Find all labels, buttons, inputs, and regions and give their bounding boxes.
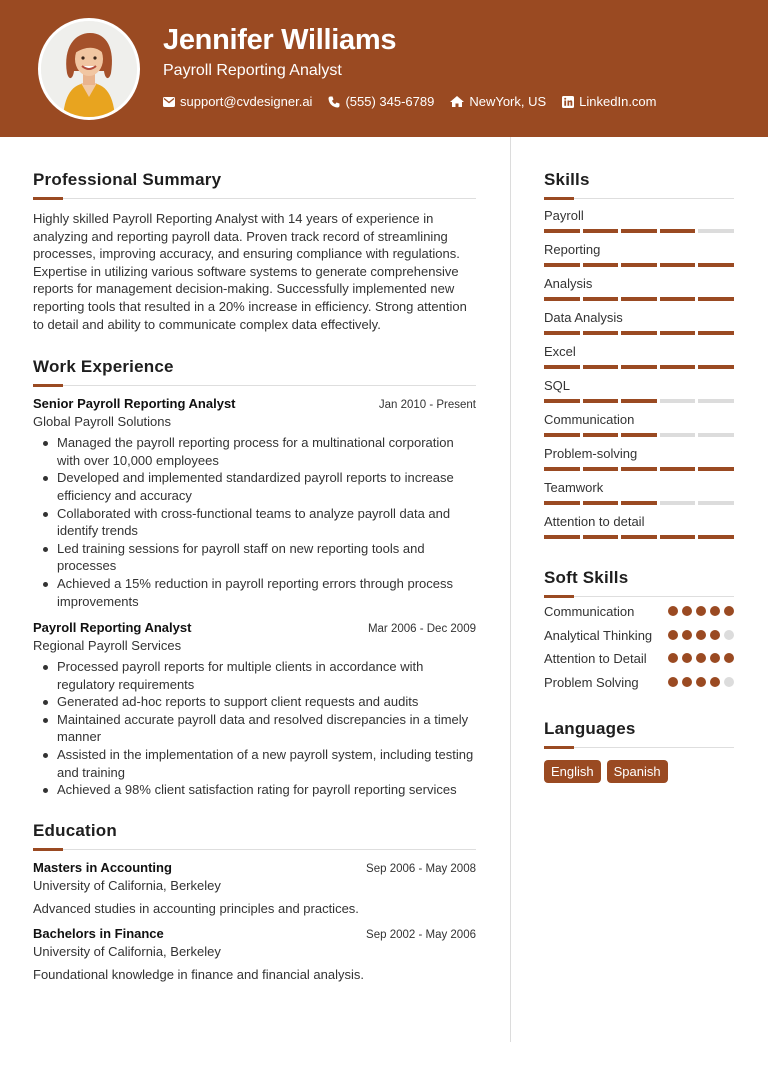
school-name: University of California, Berkeley <box>33 877 221 893</box>
contact-phone[interactable] <box>328 94 434 109</box>
skill-level-segment <box>621 467 657 471</box>
rating-dot <box>696 677 706 687</box>
contact-linkedin-text: LinkedIn.com <box>579 94 657 109</box>
skill-item <box>544 412 734 437</box>
list-item: Developed and implemented standardized payroll reports to increase efficiency and accuracy <box>33 469 476 504</box>
profile-photo <box>38 18 140 120</box>
skill-name: Problem-solving <box>544 446 638 461</box>
section-rule <box>33 849 476 850</box>
skill-level-segment <box>544 365 580 369</box>
list-item: Managed the payroll reporting process for a multinational corporation with over 10,000 employees <box>33 434 476 469</box>
rating-dot <box>710 606 720 616</box>
section-title-summary: Professional Summary <box>33 170 222 189</box>
skill-name: Analysis <box>544 276 593 291</box>
skill-level-segment <box>544 263 580 267</box>
section-title-languages: Languages <box>544 719 636 738</box>
rating-dot <box>668 630 678 640</box>
soft-skill-rating <box>668 674 734 687</box>
skill-level-segment <box>660 399 696 403</box>
section-rule <box>544 596 734 597</box>
skill-name: Teamwork <box>544 480 604 495</box>
skill-level-bar <box>544 365 734 369</box>
contact-phone-text: (555) 345-6789 <box>345 94 435 109</box>
skill-level-segment <box>698 229 734 233</box>
section-title-work: Work Experience <box>33 357 174 377</box>
education-date: Sep 2006 - May 2008 <box>366 862 476 875</box>
phone-icon <box>328 96 340 108</box>
job-date: Jan 2010 - Present <box>378 399 476 412</box>
education-section <box>33 821 476 982</box>
skill-level-bar <box>544 433 734 437</box>
skill-level-segment <box>621 297 657 301</box>
language-tags <box>544 760 734 783</box>
skill-level-segment <box>698 467 734 471</box>
skill-item <box>544 446 734 471</box>
skill-item <box>544 378 734 403</box>
linkedin-icon <box>562 96 574 108</box>
skill-level-segment <box>698 297 734 301</box>
skill-level-segment <box>621 433 657 437</box>
skill-name: Excel <box>544 344 576 359</box>
rating-dot <box>710 630 720 640</box>
soft-skill-rating <box>668 650 734 663</box>
envelope-icon <box>163 97 175 107</box>
skill-level-segment <box>583 263 619 267</box>
skill-level-segment <box>621 535 657 539</box>
skills-list <box>544 208 734 539</box>
skill-level-segment <box>583 229 619 233</box>
skill-level-segment <box>583 433 619 437</box>
job-entry <box>33 620 476 799</box>
candidate-title: Payroll Reporting Analyst <box>163 62 342 79</box>
list-item: Maintained accurate payroll data and resolved discrepancies in a timely manner <box>33 711 476 746</box>
skill-level-segment <box>621 501 657 505</box>
skill-level-bar <box>544 535 734 539</box>
skill-name: Communication <box>544 412 635 427</box>
skill-item <box>544 480 734 505</box>
section-title-education: Education <box>33 820 117 840</box>
skill-level-segment <box>544 229 580 233</box>
soft-skill-name: Communication <box>544 604 635 619</box>
rating-dot <box>724 606 734 616</box>
skill-level-segment <box>621 399 657 403</box>
rating-dot <box>710 653 720 663</box>
skill-name: SQL <box>544 378 571 393</box>
rating-dot <box>710 677 720 687</box>
skill-level-segment <box>583 365 619 369</box>
rating-dot <box>696 653 706 663</box>
skill-level-segment <box>583 297 619 301</box>
job-date: Mar 2006 - Dec 2009 <box>367 623 476 636</box>
skill-item <box>544 310 734 335</box>
skill-level-segment <box>621 331 657 335</box>
summary-section <box>33 170 476 333</box>
home-icon <box>450 96 464 107</box>
section-title-soft-skills: Soft Skills <box>544 568 629 587</box>
skill-level-segment <box>660 229 696 233</box>
soft-skill-item <box>544 603 734 621</box>
job-company: Regional Payroll Services <box>33 638 182 654</box>
rating-dot <box>668 653 678 663</box>
skill-level-segment <box>544 501 580 505</box>
skill-name: Attention to detail <box>544 514 645 529</box>
skill-level-segment <box>583 399 619 403</box>
main-column <box>33 170 476 982</box>
skill-level-segment <box>660 263 696 267</box>
skill-level-segment <box>698 331 734 335</box>
sidebar-column <box>544 170 734 783</box>
rating-dot <box>668 606 678 616</box>
skill-level-bar <box>544 467 734 471</box>
education-entry <box>33 926 476 982</box>
skill-level-segment <box>583 535 619 539</box>
skill-level-segment <box>660 365 696 369</box>
candidate-name: Jennifer Williams <box>163 24 397 56</box>
rating-dot <box>724 677 734 687</box>
skill-level-segment <box>621 365 657 369</box>
contact-location <box>450 94 546 109</box>
rating-dot <box>668 677 678 687</box>
skill-level-segment <box>583 331 619 335</box>
contact-email[interactable] <box>163 94 312 109</box>
job-title: Payroll Reporting Analyst <box>33 620 192 636</box>
section-rule <box>544 747 734 748</box>
contact-location-text: NewYork, US <box>469 94 547 109</box>
skill-level-segment <box>544 535 580 539</box>
section-rule <box>544 198 734 199</box>
contact-email-text: support@cvdesigner.ai <box>180 94 313 109</box>
profile-photo-illustration <box>41 21 137 117</box>
skills-section <box>544 170 734 539</box>
skill-level-bar <box>544 297 734 301</box>
skill-name: Payroll <box>544 208 584 223</box>
education-date: Sep 2002 - May 2006 <box>366 928 476 941</box>
rating-dot <box>724 630 734 640</box>
skill-level-segment <box>583 467 619 471</box>
skill-item <box>544 276 734 301</box>
skill-level-segment <box>544 297 580 301</box>
job-title: Senior Payroll Reporting Analyst <box>33 396 236 412</box>
skill-item <box>544 514 734 539</box>
list-item: Achieved a 15% reduction in payroll reporting errors through process improvements <box>33 575 476 610</box>
skill-level-bar <box>544 229 734 233</box>
skill-name: Reporting <box>544 242 601 257</box>
job-bullets <box>33 434 476 610</box>
soft-skill-name: Attention to Detail <box>544 651 647 666</box>
rating-dot <box>682 653 692 663</box>
skill-level-segment <box>544 331 580 335</box>
skill-level-segment <box>698 501 734 505</box>
rating-dot <box>682 630 692 640</box>
list-item: Collaborated with cross-functional teams to analyze payroll data and identify trends <box>33 505 476 540</box>
skill-level-segment <box>698 535 734 539</box>
skill-level-segment <box>660 297 696 301</box>
soft-skill-item <box>544 627 734 645</box>
skill-level-segment <box>660 535 696 539</box>
resume-header <box>0 0 768 137</box>
degree-title: Bachelors in Finance <box>33 925 164 941</box>
skill-level-bar <box>544 263 734 267</box>
skill-level-segment <box>660 433 696 437</box>
contact-linkedin[interactable] <box>562 94 656 109</box>
list-item: Assisted in the implementation of a new payroll system, including testing and training <box>33 746 476 781</box>
education-description: Foundational knowledge in finance and financial analysis. <box>33 966 364 982</box>
education-description: Advanced studies in accounting principles and practices. <box>33 900 359 916</box>
soft-skills-list <box>544 603 734 691</box>
skill-level-segment <box>621 263 657 267</box>
section-rule <box>33 385 476 386</box>
list-item: Generated ad-hoc reports to support client requests and audits <box>33 693 476 711</box>
soft-skills-section <box>544 568 734 691</box>
skill-level-bar <box>544 331 734 335</box>
language-tag: Spanish <box>607 760 668 783</box>
skill-item <box>544 242 734 267</box>
rating-dot <box>682 606 692 616</box>
soft-skill-item <box>544 674 734 692</box>
skill-item <box>544 208 734 233</box>
skill-level-segment <box>698 433 734 437</box>
list-item: Led training sessions for payroll staff on new reporting tools and processes <box>33 540 476 575</box>
skill-level-bar <box>544 399 734 403</box>
rating-dot <box>696 630 706 640</box>
rating-dot <box>724 653 734 663</box>
languages-section <box>544 719 734 783</box>
rating-dot <box>696 606 706 616</box>
rating-dot <box>682 677 692 687</box>
list-item: Achieved a 98% client satisfaction rating for payroll reporting services <box>33 781 476 799</box>
skill-level-segment <box>660 501 696 505</box>
soft-skill-rating <box>668 627 734 640</box>
skill-level-segment <box>660 467 696 471</box>
contact-bar <box>163 94 657 109</box>
skill-level-bar <box>544 501 734 505</box>
summary-text: Highly skilled Payroll Reporting Analyst with 14 years of experience in analyzing and reporting payroll data. Proven track record of streamlining processes, improving accuracy, and ensuring compliance with regulations. Expertise in utilizing various software systems to generate comprehensive reports for management decision-making. Successfully implemented new reporting tools that resulted in a 20% increase in efficiency. Strong attention to detail and ability to communicate complex data effectively. <box>33 211 467 332</box>
skill-level-segment <box>544 467 580 471</box>
degree-title: Masters in Accounting <box>33 859 172 875</box>
skill-level-segment <box>544 433 580 437</box>
skill-level-segment <box>621 229 657 233</box>
section-rule <box>33 198 476 199</box>
school-name: University of California, Berkeley <box>33 943 221 959</box>
skill-item <box>544 344 734 369</box>
skill-level-segment <box>660 331 696 335</box>
job-entry <box>33 396 476 610</box>
job-company: Global Payroll Solutions <box>33 414 172 430</box>
list-item: Processed payroll reports for multiple clients in accordance with regulatory requirements <box>33 658 476 693</box>
skill-level-segment <box>698 365 734 369</box>
soft-skill-name: Analytical Thinking <box>544 627 653 643</box>
skill-name: Data Analysis <box>544 310 623 325</box>
section-title-skills: Skills <box>544 170 590 189</box>
education-entry <box>33 860 476 916</box>
skill-level-segment <box>544 399 580 403</box>
soft-skill-item <box>544 650 734 668</box>
work-section <box>33 357 476 799</box>
soft-skill-name: Problem Solving <box>544 674 639 690</box>
job-bullets <box>33 658 476 799</box>
skill-level-segment <box>583 501 619 505</box>
skill-level-segment <box>698 399 734 403</box>
skill-level-segment <box>698 263 734 267</box>
column-divider <box>510 137 511 1042</box>
soft-skill-rating <box>668 603 734 616</box>
language-tag: English <box>544 760 601 783</box>
